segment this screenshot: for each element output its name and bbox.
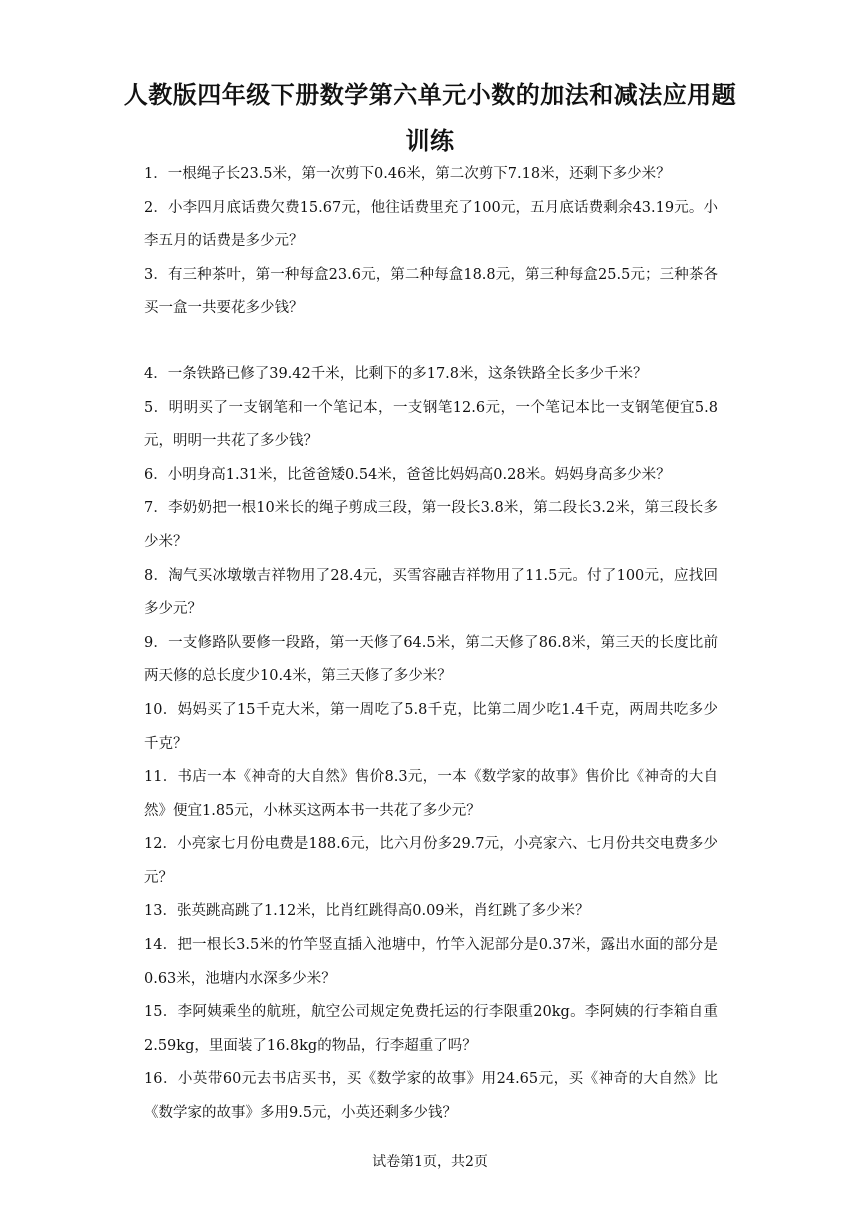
question-9: 9．一支修路队要修一段路，第一天修了64.5米，第二天修了86.8米，第三天的长度比前两天修的总长度少10.4米，第三天修了多少米？: [144, 634, 718, 685]
question-3: 3．有三种茶叶，第一种每盒23.6元，第二种每盒18.8元，第三种每盒25.5元；三种茶各买一盒一共要花多少钱？: [144, 266, 718, 317]
question-5: 5．明明买了一支钢笔和一个笔记本，一支钢笔12.6元，一个笔记本比一支钢笔便宜5.8元，明明一共花了多少钱？: [144, 399, 718, 450]
question-16: 16．小英带60元去书店买书，买《数学家的故事》用24.65元，买《神奇的大自然》比《数学家的故事》多用9.5元，小英还剩多少钱？: [144, 1071, 718, 1122]
question-13: 13．张英跳高跳了1.12米，比肖红跳得高0.09米，肖红跳了多少米？: [144, 903, 590, 920]
question-1: 1．一根绳子长23.5米，第一次剪下0.46米，第二次剪下7.18米，还剩下多少米？: [144, 166, 671, 182]
page-title: 人教版四年级下册数学第六单元小数的加法和减法应用题训练: [123, 81, 737, 155]
question-2: 2．小李四月底话费欠费15.67元，他往话费里充了100元，五月底话费剩余43.19元。小李五月的话费是多少元？: [144, 199, 718, 250]
question-list: [144, 158, 718, 1131]
question-10: 10．妈妈买了15千克大米，第一周吃了5.8千克，比第二周少吃1.4千克，两周共吃多少千克？: [144, 701, 718, 752]
question-4: 4．一条铁路已修了39.42千米，比剩下的多17.8米，这条铁路全长多少千米？: [144, 365, 648, 382]
question-7: 7．李奶奶把一根10米长的绳子剪成三段，第一段长3.8米，第二段长3.2米，第三段长多少米？: [144, 500, 718, 550]
question-6: 6．小明身高1.31米，比爸爸矮0.54米，爸爸比妈妈高0.28米。妈妈身高多少米？: [144, 466, 671, 483]
question-12: 12．小亮家七月份电费是188.6元，比六月份多29.7元，小亮家六、七月份共交电费多少元？: [144, 836, 718, 886]
question-14: 14．把一根长3.5米的竹竿竖直插入池塘中，竹竿入泥部分是0.37米，露出水面的部分是0.63米，池塘内水深多少米？: [144, 937, 718, 987]
page-footer: 试卷第1页，共2页: [372, 1154, 488, 1170]
question-8: 8．淘气买冰墩墩吉祥物用了28.4元，买雪容融吉祥物用了11.5元。付了100元，应找回多少元？: [144, 567, 718, 618]
question-15: 15．李阿姨乘坐的航班，航空公司规定免费托运的行李限重20kg。李阿姨的行李箱自重2.59kg，里面装了16.8kg的物品，行李超重了吗？: [144, 1004, 718, 1054]
question-11: 11．书店一本《神奇的大自然》售价8.3元，一本《数学家的故事》售价比《神奇的大自然》便宜1.85元，小林买这两本书一共花了多少元？: [144, 769, 718, 819]
